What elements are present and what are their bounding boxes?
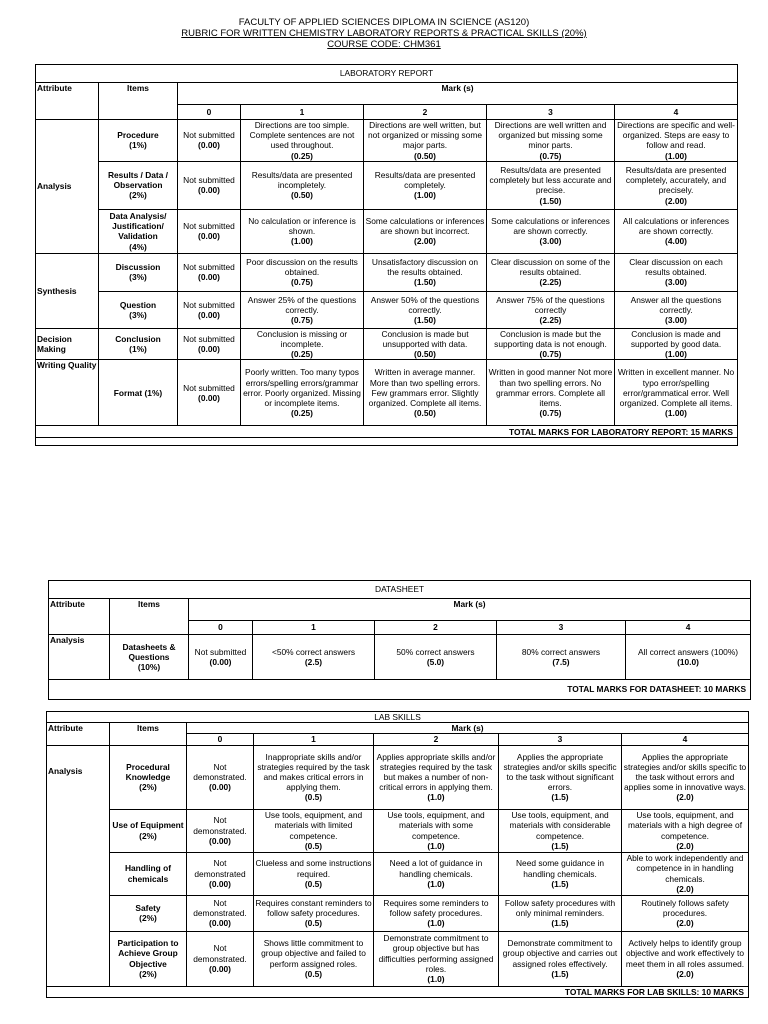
criteria-text: Not demonstrated. (193, 897, 247, 918)
criteria-text: Use tools, equipment, and materials with a high degree of competence. (627, 810, 743, 841)
score-value: (3.00) (539, 236, 562, 247)
criteria-text: Results/data are presented completely, accurately, and precisely. (625, 164, 727, 196)
score-value: (1.00) (665, 349, 687, 360)
rubric-cell (364, 360, 487, 426)
item-label: Procedure (1%) (99, 120, 178, 162)
mark-header-3: 3 (499, 734, 622, 745)
rubric-cell (487, 120, 615, 162)
rubric-cell (254, 895, 374, 931)
score-value: (0.00) (198, 272, 220, 283)
mark-header-0: 0 (178, 105, 241, 120)
score-value: (0.00) (198, 185, 220, 196)
criteria-text: Clear discussion on some of the results obtained. (490, 257, 611, 278)
rubric-cell (178, 161, 241, 209)
rubric-cell (241, 291, 364, 328)
criteria-text: Some calculations or inferences are shown but incorrect. (365, 216, 485, 237)
score-value: (2.5) (304, 657, 323, 667)
rubric-cell (615, 360, 738, 426)
score-value: (2.25) (539, 314, 562, 325)
rubric-cell (189, 635, 253, 680)
mark-header-1: 1 (241, 105, 364, 120)
score-value: (0.25) (291, 408, 313, 419)
table-row (36, 360, 738, 426)
item-label: Conclusion (1%) (99, 328, 178, 360)
rubric-cell (487, 161, 615, 209)
score-value: (3.00) (665, 277, 687, 288)
criteria-text: Written in good manner Not more than two spelling errors. No grammar errors. Complete all items. (488, 367, 613, 409)
mark-header-3: 3 (497, 621, 626, 635)
rubric-cell (615, 161, 738, 209)
criteria-text: Not demonstrated (194, 858, 246, 879)
score-value: (1.00) (665, 408, 687, 419)
item-label: Datasheets & Questions (10%) (110, 635, 189, 680)
table-row (36, 209, 738, 253)
rubric-cell (178, 360, 241, 426)
criteria-text: Conclusion is made but unsupported with data. (381, 328, 469, 350)
rubric-cell (499, 895, 622, 931)
col-items-header: Items (110, 599, 189, 635)
table-row (47, 931, 749, 986)
item-label: Question (3%) (99, 291, 178, 328)
rubric-cell (178, 253, 241, 291)
mark-header-4: 4 (615, 105, 738, 120)
score-value: (1.5) (551, 968, 569, 979)
mark-header-0: 0 (189, 621, 253, 635)
attribute-label: Analysis (47, 745, 110, 986)
col-mark-header: Mark (s) (178, 83, 738, 105)
document-header (0, 17, 768, 50)
score-value: (1.00) (291, 236, 313, 247)
criteria-text: Not submitted (183, 221, 235, 232)
score-value: (2.00) (665, 195, 687, 206)
score-value: (0.50) (414, 408, 436, 419)
criteria-text: <50% correct answers (271, 646, 356, 657)
col-attribute-header: Attribute (36, 83, 99, 120)
item-label: Results / Data / Observation (2%) (99, 161, 178, 209)
criteria-text: Requires constant reminders to follow safety procedures. (255, 897, 372, 918)
criteria-text: Not demonstrated. (193, 943, 247, 964)
lab-skills-table (46, 711, 749, 998)
score-value: (1.0) (427, 840, 445, 851)
header-line-rubric: RUBRIC FOR WRITTEN CHEMISTRY LABORATORY REPORTS & PRACTICAL SKILLS (20%) (181, 28, 587, 39)
rubric-cell (178, 291, 241, 328)
score-value: (0.00) (198, 231, 220, 242)
criteria-text: Poor discussion on the results obtained. (246, 257, 358, 278)
col-mark-header: Mark (s) (187, 723, 749, 734)
rubric-cell (254, 809, 374, 852)
rubric-cell (622, 745, 749, 809)
item-label: Use of Equipment (2%) (110, 809, 187, 852)
criteria-text: Clear discussion on each results obtained. (629, 257, 723, 278)
score-value: (10.0) (677, 657, 699, 667)
col-items-header: Items (99, 83, 178, 120)
table-row (36, 253, 738, 291)
criteria-text: Need a lot of guidance in handling chemicals. (389, 858, 483, 879)
item-label: Discussion (3%) (99, 253, 178, 291)
score-value: (1.0) (427, 918, 445, 929)
score-value: (1.0) (427, 973, 445, 984)
rubric-cell (254, 931, 374, 986)
rubric-cell (622, 852, 749, 895)
item-label: Format (1%) (99, 360, 178, 426)
rubric-cell (375, 635, 497, 680)
mark-header-2: 2 (375, 621, 497, 635)
score-value: (0.00) (198, 344, 220, 355)
score-value: (1.50) (414, 277, 436, 288)
criteria-text: Not submitted (183, 130, 235, 141)
criteria-text: Not submitted (183, 299, 235, 310)
rubric-cell (622, 931, 749, 986)
table-row (36, 328, 738, 360)
criteria-text: Conclusion is missing or incomplete. (256, 328, 348, 350)
rubric-cell (497, 635, 626, 680)
criteria-text: Poorly written. Too many typos errors/spelling errors/grammar error. Poorly organized. Missing or incomplete items. (243, 367, 361, 409)
criteria-text: Need some guidance in handling chemicals. (516, 858, 604, 879)
criteria-text: Not demonstrated. (193, 815, 247, 836)
score-value: (0.00) (209, 963, 231, 974)
table-row (47, 895, 749, 931)
rubric-cell (499, 745, 622, 809)
score-value: (0.00) (209, 657, 232, 667)
score-value: (0.00) (209, 878, 231, 889)
mark-header-4: 4 (622, 734, 749, 745)
lab-report-title: LABORATORY REPORT (36, 65, 738, 83)
rubric-cell (241, 253, 364, 291)
criteria-text: Not submitted (194, 646, 247, 657)
rubric-cell (241, 120, 364, 162)
rubric-cell (254, 745, 374, 809)
rubric-cell (615, 209, 738, 253)
criteria-text: Use tools, equipment, and materials with limited competence. (264, 810, 363, 841)
rubric-cell (487, 360, 615, 426)
score-value: (2.0) (676, 918, 694, 929)
score-value: (0.5) (304, 840, 323, 851)
score-value: (1.5) (551, 792, 569, 803)
criteria-text: Actively helps to identify group objective and work effectively to meet them in all roles assumed. (625, 938, 745, 969)
score-value: (1.5) (551, 918, 569, 929)
laboratory-report-table (35, 64, 738, 446)
score-value: (0.00) (209, 835, 231, 846)
criteria-text: Answer all the questions correctly. (630, 294, 722, 315)
score-value: (2.00) (414, 236, 436, 247)
criteria-text: Follow safety procedures with only minimal reminders. (504, 897, 616, 918)
rubric-cell (364, 209, 487, 253)
score-value: (1.00) (665, 150, 687, 161)
criteria-text: Answer 50% of the questions correctly. (370, 294, 480, 315)
score-value: (1.5) (551, 840, 569, 851)
table-row (49, 635, 751, 680)
rubric-cell (499, 931, 622, 986)
criteria-text: Not submitted (183, 175, 235, 186)
rubric-cell (178, 120, 241, 162)
criteria-text: Results/data are presented incompletely. (251, 170, 353, 191)
lab-report-spacer (36, 438, 738, 446)
score-value: (0.00) (209, 918, 231, 929)
attribute-label: Synthesis (36, 253, 99, 328)
criteria-text: Answer 75% of the questions correctly (496, 294, 605, 315)
score-value: (0.00) (198, 392, 220, 403)
table-row (36, 291, 738, 328)
attribute-label: Writing Quality (36, 360, 99, 426)
rubric-cell (487, 328, 615, 360)
rubric-cell (374, 895, 499, 931)
criteria-text: Shows little commitment to group objective and failed to perform assigned roles. (261, 938, 366, 969)
score-value: (3.00) (665, 314, 687, 325)
rubric-cell (364, 120, 487, 162)
item-label: Participation to Achieve Group Objective (2%) (110, 931, 187, 986)
rubric-cell (615, 120, 738, 162)
rubric-cell (487, 253, 615, 291)
criteria-text: Unsatisfactory discussion on the results obtained. (371, 257, 479, 278)
criteria-text: Directions are specific and well-organized. Steps are easy to follow and read. (617, 120, 735, 151)
criteria-text: Applies the appropriate strategies and/or skills specific to the task without errors and applies some in innovative ways. (623, 751, 747, 793)
criteria-text: Use tools, equipment, and materials with considerable competence. (509, 810, 611, 841)
score-value: (0.25) (291, 349, 313, 360)
score-value: (2.0) (676, 840, 694, 851)
table-row (47, 852, 749, 895)
rubric-cell (374, 809, 499, 852)
header-line-course-code: COURSE CODE: CHM361 (327, 39, 441, 50)
attribute-label: Analysis (36, 120, 99, 254)
score-value: (2.0) (676, 792, 694, 803)
rubric-cell (374, 852, 499, 895)
criteria-text: Directions are well written, but not organized or missing some major parts. (367, 120, 483, 151)
criteria-text: Use tools, equipment, and materials with some competence. (387, 810, 485, 841)
criteria-text: Written in excellent manner. No typo error/spelling error/grammatical error. Well organized. Complete all items. (617, 367, 735, 409)
criteria-text: Demonstrate commitment to group objective but has difficulties performing assigned roles. (378, 933, 494, 974)
criteria-text: All correct answers (100%) (637, 646, 739, 657)
table-row (47, 745, 749, 809)
mark-header-2: 2 (374, 734, 499, 745)
score-value: (1.50) (414, 314, 436, 325)
rubric-cell (499, 809, 622, 852)
attribute-label: Decision Making (36, 328, 99, 360)
score-value: (1.00) (414, 190, 436, 201)
rubric-cell (364, 291, 487, 328)
table-row (36, 161, 738, 209)
rubric-cell (187, 895, 254, 931)
mark-header-3: 3 (487, 105, 615, 120)
mark-header-0: 0 (187, 734, 254, 745)
criteria-text: Directions are too simple. Complete sentences are not used throughout. (249, 120, 355, 151)
rubric-cell (178, 328, 241, 360)
score-value: (0.50) (414, 349, 436, 360)
criteria-text: Applies appropriate skills and/or strategies required by the task but makes a number of non-critical errors in applying them. (376, 751, 496, 793)
score-value: (0.25) (291, 150, 313, 161)
score-value: (1.5) (551, 878, 569, 889)
criteria-text: Not submitted (183, 333, 235, 344)
criteria-text: 80% correct answers (521, 646, 601, 657)
score-value: (5.0) (426, 657, 445, 667)
score-value: (1.0) (427, 878, 445, 889)
item-label: Procedural Knowledge (2%) (110, 745, 187, 809)
rubric-cell (364, 328, 487, 360)
score-value: (1.50) (539, 195, 562, 206)
lab-skills-total: TOTAL MARKS FOR LAB SKILLS: 10 MARKS (47, 986, 749, 997)
score-value: (0.5) (304, 878, 323, 889)
criteria-text: Inappropriate skills and/or strategies required by the task and makes critical errors in applying them. (257, 751, 370, 793)
score-value: (0.75) (539, 408, 562, 419)
rubric-cell (364, 161, 487, 209)
rubric-cell (622, 809, 749, 852)
rubric-cell (374, 745, 499, 809)
criteria-text: 50% correct answers (396, 646, 475, 657)
score-value: (0.75) (539, 349, 562, 360)
rubric-cell (254, 852, 374, 895)
criteria-text: Applies the appropriate strategies and/or skills specific to the task without significant errors. (503, 751, 617, 793)
table-row (36, 120, 738, 162)
col-attribute-header: Attribute (47, 723, 110, 745)
criteria-text: Not submitted (183, 262, 235, 273)
criteria-text: Conclusion is made but the supporting data is not enough. (494, 328, 607, 350)
rubric-cell (615, 253, 738, 291)
score-value: (0.5) (304, 792, 323, 803)
rubric-cell (499, 852, 622, 895)
lab-skills-title: LAB SKILLS (47, 712, 749, 723)
rubric-cell (187, 852, 254, 895)
rubric-cell (253, 635, 375, 680)
score-value: (0.5) (304, 968, 323, 979)
score-value: (0.75) (291, 314, 313, 325)
rubric-cell (178, 209, 241, 253)
datasheet-total: TOTAL MARKS FOR DATASHEET: 10 MARKS (49, 680, 751, 700)
criteria-text: Some calculations or inferences are shown correctly. (491, 216, 610, 237)
score-value: (2.0) (676, 968, 694, 979)
criteria-text: Demonstrate commitment to group objective and carries out assigned roles effectively. (502, 938, 618, 969)
score-value: (4.00) (665, 236, 687, 247)
criteria-text: Conclusion is made and supported by good data. (630, 328, 722, 350)
criteria-text: No calculation or inference is shown. (248, 216, 356, 237)
score-value: (0.75) (291, 277, 313, 288)
criteria-text: Written in average manner. More than two spelling errors. Few grammars error. Slightly organized. Complete all items. (368, 367, 482, 409)
rubric-cell (187, 809, 254, 852)
datasheet-table (48, 580, 751, 700)
rubric-cell (241, 328, 364, 360)
rubric-cell (487, 209, 615, 253)
rubric-cell (374, 931, 499, 986)
header-line-faculty: FACULTY OF APPLIED SCIENCES DIPLOMA IN SCIENCE (AS120) (238, 17, 530, 28)
mark-header-1: 1 (253, 621, 375, 635)
criteria-text: All calculations or inferences are shown correctly. (622, 216, 730, 237)
rubric-cell (364, 253, 487, 291)
rubric-cell (241, 161, 364, 209)
mark-header-2: 2 (364, 105, 487, 120)
criteria-text: Answer 25% of the questions correctly. (247, 294, 357, 315)
mark-header-4: 4 (626, 621, 751, 635)
criteria-text: Directions are well written and organized but missing some minor parts. (494, 120, 607, 151)
score-value: (0.00) (198, 140, 220, 151)
criteria-text: Routinely follows safety procedures. (641, 897, 729, 918)
criteria-text: Requires some reminders to follow safety procedures. (383, 897, 489, 918)
rubric-cell (241, 209, 364, 253)
lab-report-total: TOTAL MARKS FOR LABORATORY REPORT: 15 MARKS (36, 426, 738, 438)
rubric-cell (615, 328, 738, 360)
rubric-cell (626, 635, 751, 680)
score-value: (0.5) (304, 918, 323, 929)
col-attribute-header: Attribute (49, 599, 110, 635)
table-row (47, 809, 749, 852)
rubric-cell (622, 895, 749, 931)
criteria-text: Results/data are presented completely. (374, 170, 476, 191)
score-value: (1.0) (427, 792, 445, 803)
rubric-cell (187, 745, 254, 809)
mark-header-1: 1 (254, 734, 374, 745)
score-value: (0.00) (198, 309, 220, 320)
item-label: Handling of chemicals (110, 852, 187, 895)
attribute-label: Analysis (49, 635, 110, 680)
score-value: (0.50) (291, 190, 313, 201)
criteria-text: Results/data are presented completely but less accurate and precise. (489, 164, 612, 196)
col-mark-header: Mark (s) (189, 599, 751, 621)
rubric-cell (187, 931, 254, 986)
score-value: (7.5) (552, 657, 570, 667)
datasheet-title: DATASHEET (49, 581, 751, 599)
rubric-cell (487, 291, 615, 328)
item-label: Data Analysis/ Justification/ Validation (4%) (99, 209, 178, 253)
score-value: (2.25) (539, 277, 562, 288)
criteria-text: Not demonstrated. (193, 761, 247, 782)
criteria-text: Able to work independently and competence in in handling chemicals. (626, 853, 744, 884)
score-value: (2.0) (676, 883, 694, 894)
item-label: Safety (2%) (110, 895, 187, 931)
score-value: (0.00) (209, 782, 231, 793)
rubric-cell (241, 360, 364, 426)
score-value: (0.75) (539, 150, 562, 161)
criteria-text: Clueless and some instructions required. (255, 858, 372, 879)
col-items-header: Items (110, 723, 187, 745)
score-value: (0.50) (414, 150, 436, 161)
criteria-text: Not submitted (183, 382, 235, 393)
rubric-cell (615, 291, 738, 328)
